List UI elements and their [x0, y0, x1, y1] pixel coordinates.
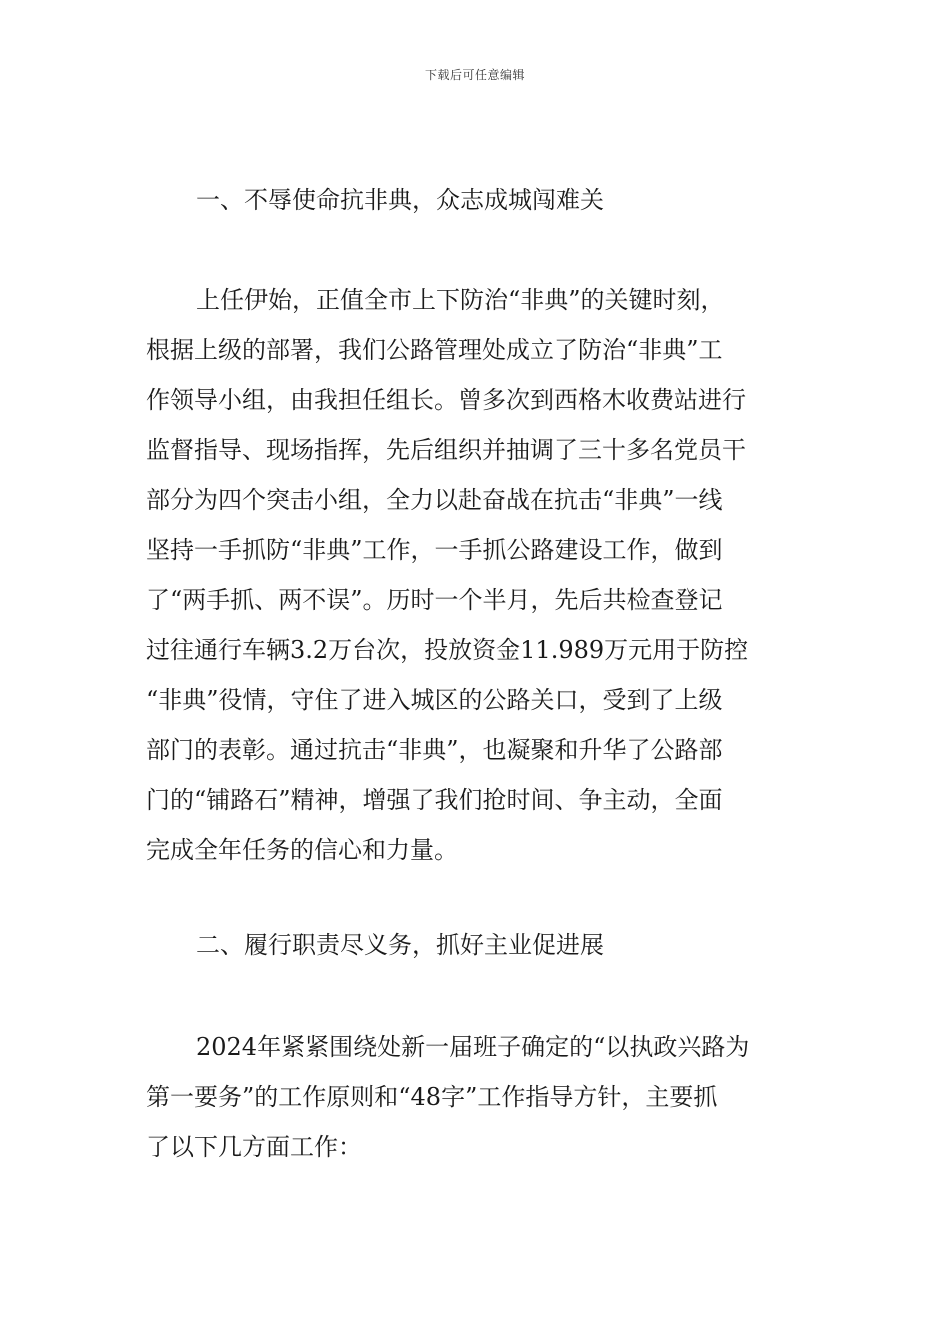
paragraph-line: 根据上级的部署，我们公路管理处成立了防治“非典”工 [146, 336, 723, 364]
paragraph-line: 坚持一手抓防“非典”工作，一手抓公路建设工作，做到 [146, 536, 723, 564]
paragraph-line: 部门的表彰。通过抗击“非典”，也凝聚和升华了公路部 [146, 736, 723, 764]
section-heading-1: 一、不辱使命抗非典，众志成城闯难关 [196, 186, 604, 214]
paragraph-line: 2024年紧紧围绕处新一届班子确定的“以执政兴路为 [196, 1033, 750, 1061]
paragraph-line: 作领导小组，由我担任组长。曾多次到西格木收费站进行 [146, 386, 746, 414]
paragraph-line: 门的“铺路石”精神，增强了我们抢时间、争主动，全面 [146, 786, 723, 814]
paragraph-line: 第一要务”的工作原则和“48字”工作指导方针，主要抓 [146, 1083, 718, 1111]
section-2-paragraph [146, 1022, 806, 1172]
paragraph-line: 监督指导、现场指挥，先后组织并抽调了三十多名党员干 [146, 436, 746, 464]
paragraph-line: 了以下几方面工作： [146, 1133, 362, 1161]
paragraph-line: 部分为四个突击小组，全力以赴奋战在抗击“非典”一线 [146, 486, 723, 514]
paragraph-line: 了“两手抓、两不误”。历时一个半月，先后共检查登记 [146, 586, 723, 614]
paragraph-line: “非典”役情，守住了进入城区的公路关口，受到了上级 [146, 686, 723, 714]
section-heading-2: 二、履行职责尽义务，抓好主业促进展 [196, 931, 604, 959]
paragraph-line: 上任伊始，正值全市上下防治“非典”的关键时刻， [196, 286, 725, 314]
section-1-paragraph [146, 275, 806, 875]
paragraph-line: 过往通行车辆3.2万台次，投放资金11.989万元用于防控 [146, 636, 749, 664]
header-note: 下载后可任意编辑 [424, 68, 525, 82]
paragraph-line: 完成全年任务的信心和力量。 [146, 836, 458, 864]
